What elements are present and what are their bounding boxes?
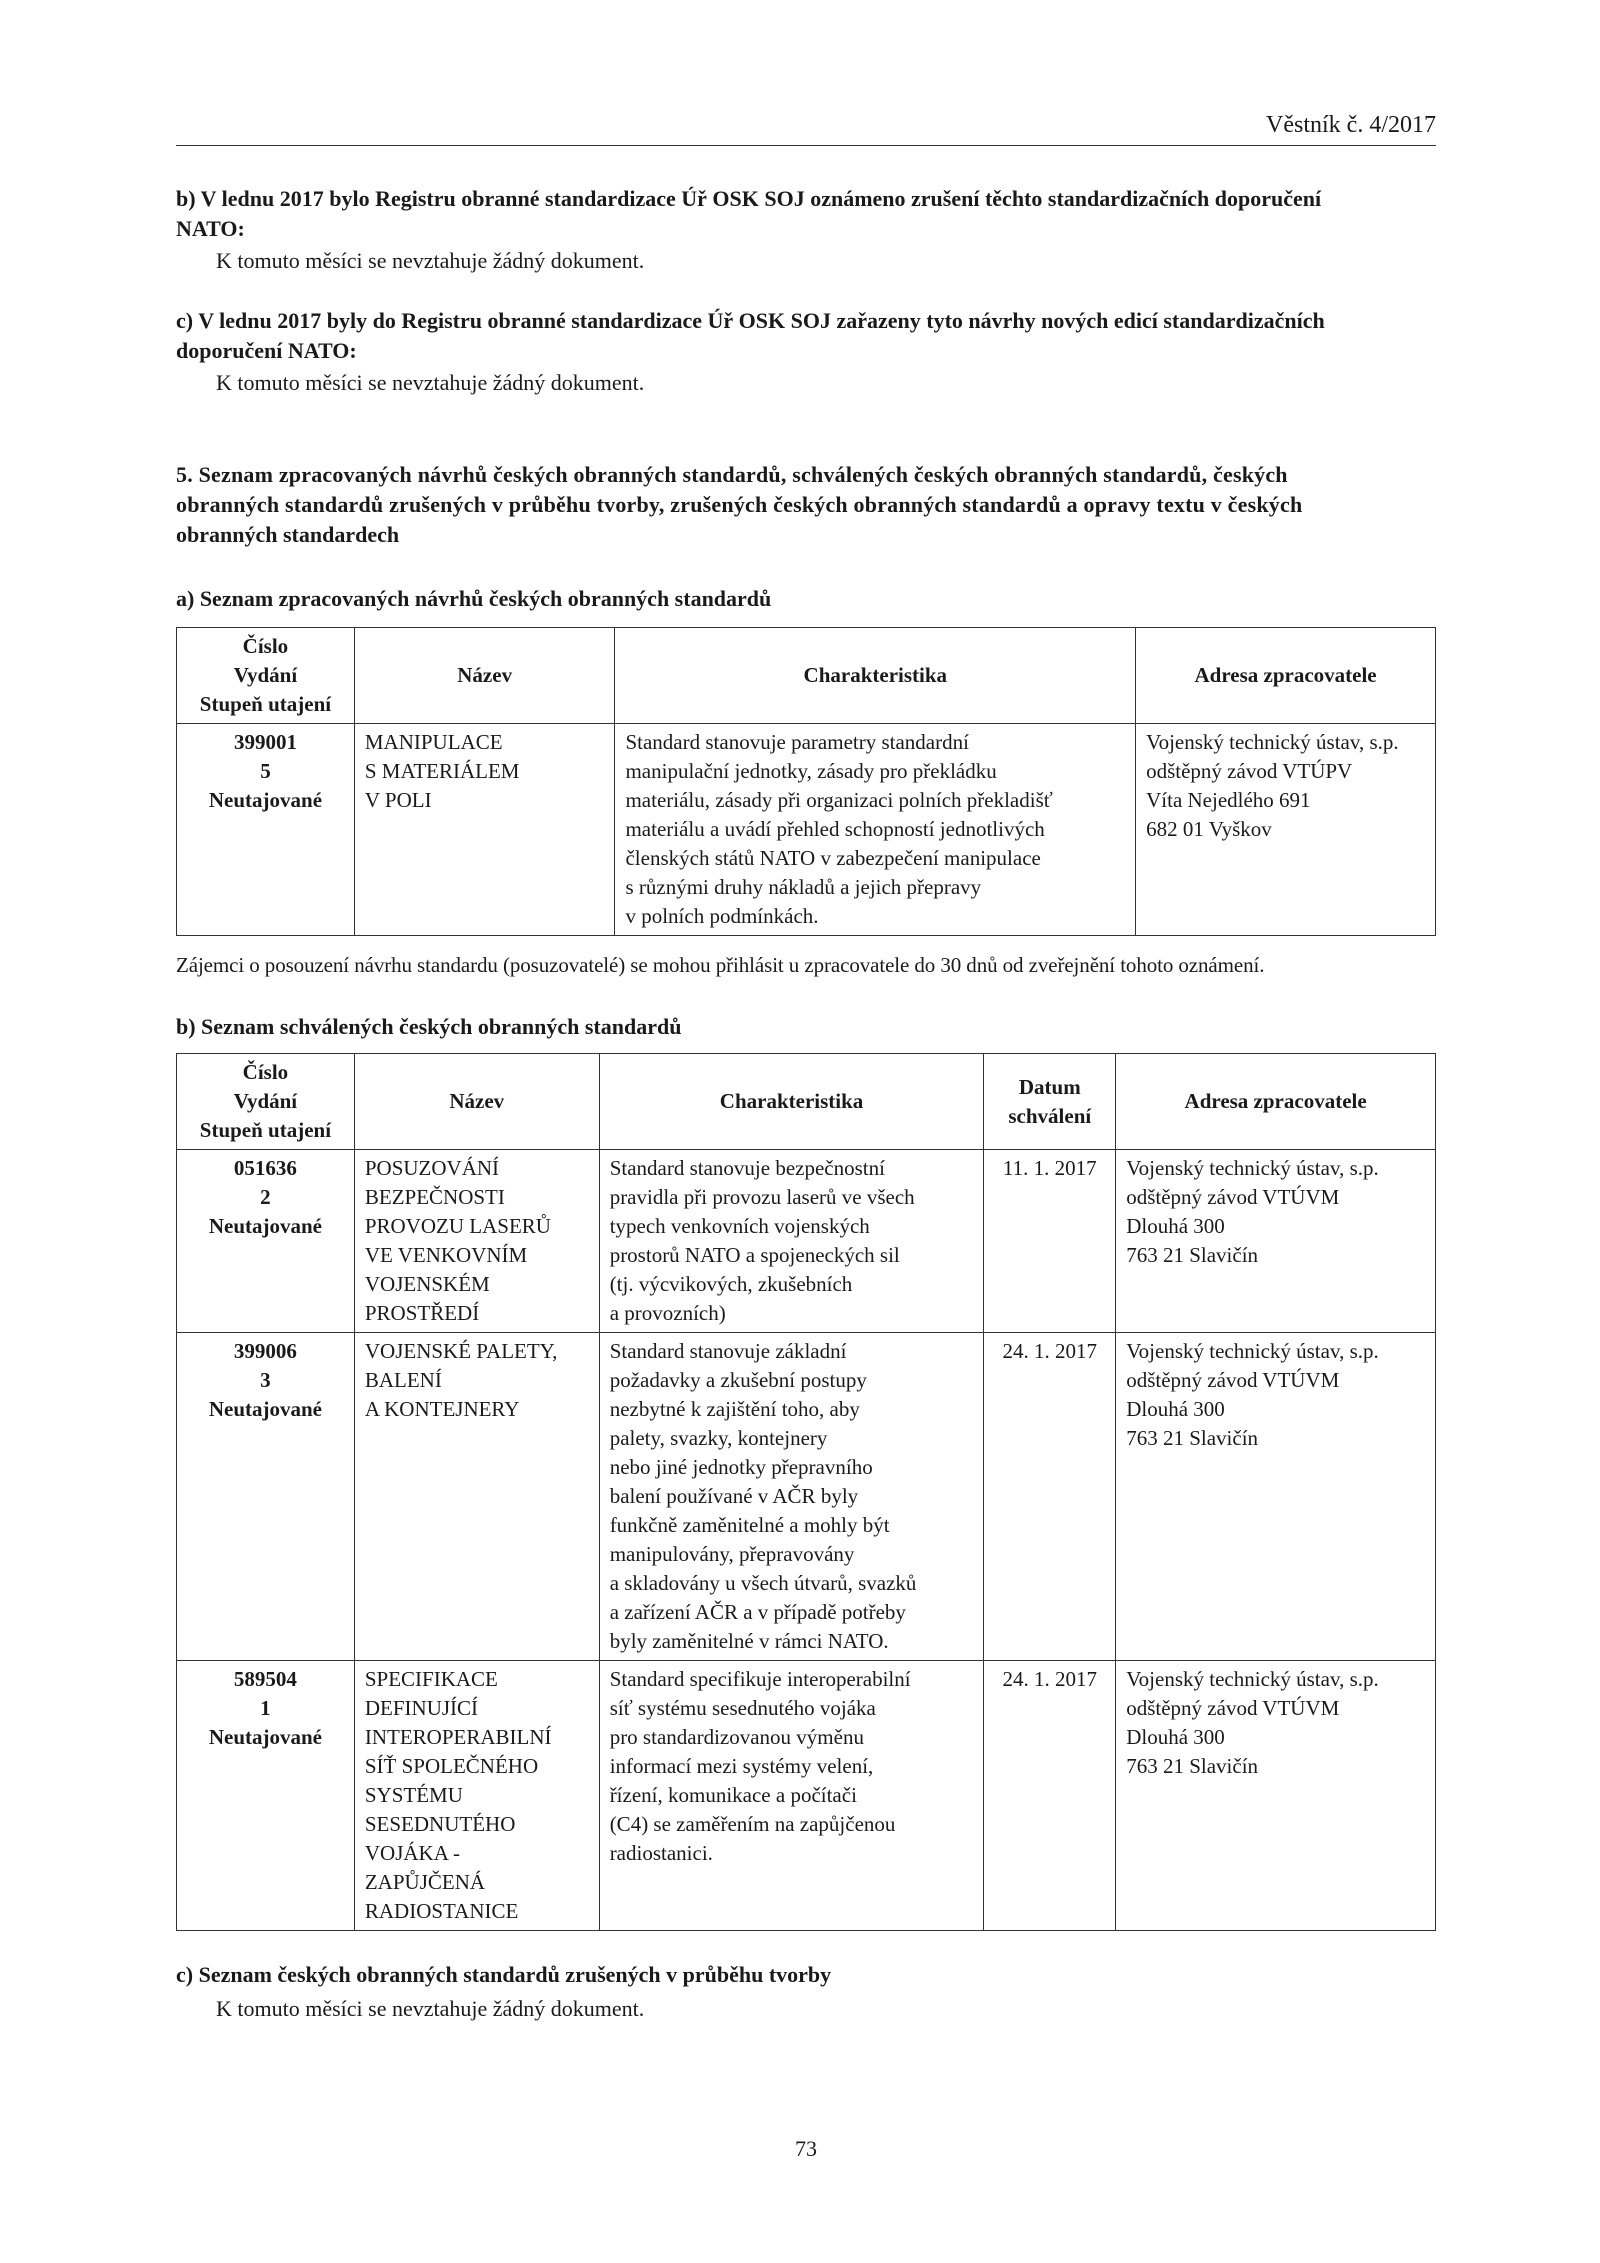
standard-description-cell xyxy=(599,1150,984,1333)
name-line: VOJENSKÉ PALETY, xyxy=(364,1339,558,1363)
standard-id-cell xyxy=(177,724,355,936)
table-a-header-name: Název xyxy=(354,628,615,724)
table-a-header-desc: Charakteristika xyxy=(615,628,1136,724)
standard-classification: Neutajované xyxy=(208,788,323,812)
description-line: typech venkovních vojenských xyxy=(609,1214,870,1238)
description-line: pravidla při provozu laserů ve všech xyxy=(609,1185,915,1209)
address-line: Vojenský technický ústav, s.p. xyxy=(1126,1156,1379,1180)
header-label: Číslo xyxy=(242,1060,289,1084)
standard-id-cell xyxy=(177,1150,355,1333)
address-line: 763 21 Slavičín xyxy=(1126,1243,1259,1267)
description-line: síť systému sesednutého vojáka xyxy=(609,1696,876,1720)
description-line: členských států NATO v zabezpečení manipulace xyxy=(625,846,1041,870)
processor-address-cell xyxy=(1116,1333,1436,1661)
table-a-title: a) Seznam zpracovaných návrhů českých obranných standardů xyxy=(176,586,772,611)
standard-id-cell xyxy=(177,1661,355,1931)
name-line: PROSTŘEDÍ xyxy=(364,1301,480,1325)
description-line: informací mezi systémy velení, xyxy=(609,1754,874,1778)
table-b-header-row xyxy=(177,1054,1436,1150)
name-line: SESEDNUTÉHO xyxy=(364,1812,516,1836)
address-line: Víta Nejedlého 691 xyxy=(1146,788,1311,812)
section-c-note: K tomuto měsíci se nevztahuje žádný dokument. xyxy=(216,370,645,395)
description-line: manipulovány, přepravovány xyxy=(609,1542,855,1566)
table-b-header-address: Adresa zpracovatele xyxy=(1116,1054,1436,1150)
description-line: radiostanici. xyxy=(609,1841,713,1865)
table-row xyxy=(177,724,1436,936)
table-b-title: b) Seznam schválených českých obranných standardů xyxy=(176,1014,682,1039)
standard-number: 399001 xyxy=(233,730,297,754)
description-line: manipulační jednotky, zásady pro překládku xyxy=(625,759,997,783)
standard-name-cell xyxy=(354,724,615,936)
section5-title-line3: obranných standardech xyxy=(176,522,400,547)
standard-edition: 1 xyxy=(260,1696,271,1720)
section5-title-line2: obranných standardů zrušených v průběhu tvorby, zrušených českých obranných standardů a opravy textu v českých xyxy=(176,492,1303,517)
standard-classification: Neutajované xyxy=(208,1725,322,1749)
name-line: SYSTÉMU xyxy=(364,1783,463,1807)
standard-name-cell xyxy=(354,1661,599,1931)
journal-header: Věstník č. 4/2017 xyxy=(1266,112,1436,138)
section-c-title xyxy=(176,306,1462,366)
address-line: Vojenský technický ústav, s.p. xyxy=(1126,1339,1379,1363)
name-line: MANIPULACE xyxy=(364,730,503,754)
section-b-title-line1: b) V lednu 2017 bylo Registru obranné standardizace Úř OSK SOJ oznámeno zrušení těchto standardizačních doporučení xyxy=(176,186,1322,211)
processor-address-cell xyxy=(1116,1150,1436,1333)
name-line: PROVOZU LASERŮ xyxy=(364,1214,551,1238)
table-b-header-date xyxy=(984,1054,1116,1150)
description-line: funkčně zaměnitelné a mohly být xyxy=(609,1513,890,1537)
approval-date-cell: 24. 1. 2017 xyxy=(984,1661,1116,1931)
description-line: palety, svazky, kontejnery xyxy=(609,1426,828,1450)
standard-description-cell xyxy=(599,1661,984,1931)
table-b-header-desc: Charakteristika xyxy=(599,1054,984,1150)
address-line: Dlouhá 300 xyxy=(1126,1725,1225,1749)
name-line: SPECIFIKACE xyxy=(364,1667,498,1691)
section5-title-line1: 5. Seznam zpracovaných návrhů českých obranných standardů, schválených českých obranných standardů, českých xyxy=(176,462,1288,487)
processor-address-cell xyxy=(1136,724,1436,936)
section-b-title-line2: NATO: xyxy=(176,216,245,241)
name-line: VOJENSKÉM xyxy=(364,1272,490,1296)
address-line: odštěpný závod VTÚVM xyxy=(1126,1185,1340,1209)
description-line: s různými druhy nákladů a jejich přepravy xyxy=(625,875,982,899)
standard-edition: 5 xyxy=(260,759,271,783)
table-row xyxy=(177,1333,1436,1661)
description-line: a zařízení AČR a v případě potřeby xyxy=(609,1600,906,1624)
description-line: materiálu, zásady při organizaci polních překladišť xyxy=(625,788,1053,812)
description-line: balení používané v AČR byly xyxy=(609,1484,859,1508)
table-b-header-name: Název xyxy=(354,1054,599,1150)
section-c-title-line2: doporučení NATO: xyxy=(176,338,357,363)
table-c-note: K tomuto měsíci se nevztahuje žádný dokument. xyxy=(216,1996,645,2021)
standard-name-cell xyxy=(354,1333,599,1661)
name-line: S MATERIÁLEM xyxy=(364,759,520,783)
name-line: BALENÍ xyxy=(364,1368,442,1392)
description-line: v polních podmínkách. xyxy=(625,904,819,928)
table-row xyxy=(177,1150,1436,1333)
section-b-title xyxy=(176,184,1462,244)
standard-edition: 3 xyxy=(260,1368,271,1392)
description-line: materiálu a uvádí přehled schopností jednotlivých xyxy=(625,817,1045,841)
description-line: prostorů NATO a spojeneckých sil xyxy=(609,1243,900,1267)
standard-number: 051636 xyxy=(233,1156,297,1180)
name-line: VE VENKOVNÍM xyxy=(364,1243,528,1267)
standard-number: 589504 xyxy=(233,1667,297,1691)
description-line: Standard stanovuje bezpečnostní xyxy=(609,1156,885,1180)
standard-number: 399006 xyxy=(233,1339,297,1363)
name-line: ZAPŮJČENÁ xyxy=(364,1870,486,1894)
header-label: Vydání xyxy=(233,1089,298,1113)
address-line: odštěpný závod VTÚVM xyxy=(1126,1696,1340,1720)
page-number: 73 xyxy=(795,2136,817,2161)
description-line: řízení, komunikace a počítači xyxy=(609,1783,857,1807)
description-line: nebo jiné jednotky přepravního xyxy=(609,1455,873,1479)
standard-description-cell xyxy=(615,724,1136,936)
table-c-title: c) Seznam českých obranných standardů zrušených v průběhu tvorby xyxy=(176,1962,832,1987)
description-line: Standard stanovuje parametry standardní xyxy=(625,730,969,754)
standard-classification: Neutajované xyxy=(208,1214,322,1238)
address-line: Dlouhá 300 xyxy=(1126,1214,1225,1238)
name-line: VOJÁKA - xyxy=(364,1841,460,1865)
header-label: Stupeň utajení xyxy=(199,1118,332,1142)
header-rule xyxy=(176,145,1436,146)
section5-title xyxy=(176,460,1436,550)
description-line: požadavky a zkušební postupy xyxy=(609,1368,867,1392)
standard-id-cell xyxy=(177,1333,355,1661)
table-b-header-id xyxy=(177,1054,355,1150)
description-line: (C4) se zaměřením na zapůjčenou xyxy=(609,1812,896,1836)
description-line: Standard stanovuje základní xyxy=(609,1339,847,1363)
section-b-note: K tomuto měsíci se nevztahuje žádný dokument. xyxy=(216,248,645,273)
address-line: odštěpný závod VTÚVM xyxy=(1126,1368,1340,1392)
description-line: a provozních) xyxy=(609,1301,726,1325)
address-line: Vojenský technický ústav, s.p. xyxy=(1146,730,1399,754)
table-a-header-address: Adresa zpracovatele xyxy=(1136,628,1436,724)
standard-edition: 2 xyxy=(260,1185,271,1209)
description-line: (tj. výcvikových, zkušebních xyxy=(609,1272,853,1296)
address-line: Vojenský technický ústav, s.p. xyxy=(1126,1667,1379,1691)
address-line: Dlouhá 300 xyxy=(1126,1397,1225,1421)
standard-classification: Neutajované xyxy=(208,1397,322,1421)
description-line: pro standardizovanou výměnu xyxy=(609,1725,864,1749)
header-label: Stupeň utajení xyxy=(199,692,332,716)
header-label: Číslo xyxy=(242,634,289,658)
header-label: Vydání xyxy=(233,663,298,687)
table-a-header-id xyxy=(177,628,355,724)
approval-date-cell: 24. 1. 2017 xyxy=(984,1333,1116,1661)
processor-address-cell xyxy=(1116,1661,1436,1931)
header-label: schválení xyxy=(1008,1103,1092,1128)
standard-name-cell xyxy=(354,1150,599,1333)
name-line: INTEROPERABILNÍ xyxy=(364,1725,552,1749)
table-row xyxy=(177,1661,1436,1931)
standard-description-cell xyxy=(599,1333,984,1661)
table-a-header-row xyxy=(177,628,1436,724)
table-a-note: Zájemci o posouzení návrhu standardu (posuzovatelé) se mohou přihlásit u zpracovatele do 30 dnů od zveřejnění tohoto oznámení. xyxy=(176,953,1265,977)
table-b xyxy=(176,1053,1436,1931)
description-line: byly zaměnitelné v rámci NATO. xyxy=(609,1629,889,1653)
approval-date-cell: 11. 1. 2017 xyxy=(984,1150,1116,1333)
header-label: Datum xyxy=(1018,1074,1081,1099)
name-line: DEFINUJÍCÍ xyxy=(364,1696,479,1720)
description-line: a skladovány u všech útvarů, svazků xyxy=(609,1571,917,1595)
name-line: V POLI xyxy=(364,788,432,812)
name-line: BEZPEČNOSTI xyxy=(364,1185,505,1209)
address-line: 763 21 Slavičín xyxy=(1126,1754,1259,1778)
description-line: Standard specifikuje interoperabilní xyxy=(609,1667,911,1691)
address-line: 763 21 Slavičín xyxy=(1126,1426,1259,1450)
description-line: nezbytné k zajištění toho, aby xyxy=(609,1397,860,1421)
name-line: POSUZOVÁNÍ xyxy=(364,1156,500,1180)
name-line: SÍŤ SPOLEČNÉHO xyxy=(364,1754,539,1778)
section-c-title-line1: c) V lednu 2017 byly do Registru obranné standardizace Úř OSK SOJ zařazeny tyto návrhy nových edicí standardizačních xyxy=(176,308,1325,333)
name-line: A KONTEJNERY xyxy=(364,1397,520,1421)
address-line: 682 01 Vyškov xyxy=(1146,817,1272,841)
address-line: odštěpný závod VTÚPV xyxy=(1146,759,1353,783)
table-a xyxy=(176,627,1436,936)
name-line: RADIOSTANICE xyxy=(364,1899,519,1923)
